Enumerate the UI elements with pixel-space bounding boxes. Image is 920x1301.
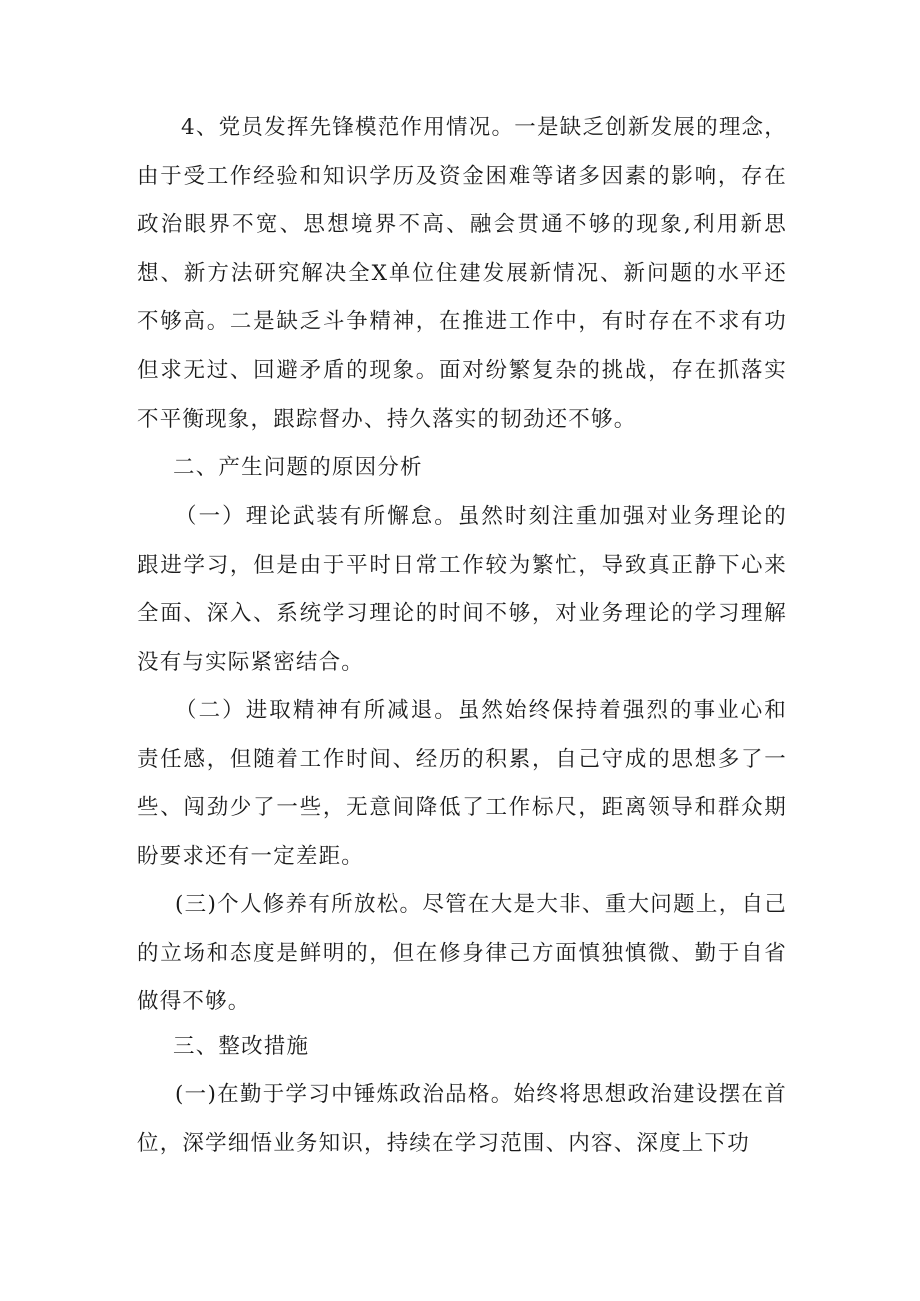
paragraph-enterprising-spirit: （二）进取精神有所减退。虽然始终保持着强烈的事业心和责任感，但随着工作时间、经历的积累，自己守成的思想多了一些、闯劲少了一些，无意间降低了工作标尺，距离领导和群众期盼要求还有一定差距。 [137,698,787,869]
section-heading-cause-analysis: 二、产生问题的原因分析 [173,455,423,480]
paragraph-theory-armament: （一）理论武装有所懈怠。虽然时刻注重加强对业务理论的跟进学习，但是由于平时日常工作较为繁忙，导致真正静下心来全面、深入、系统学习理论的时间不够，对业务理论的学习理解没有与实际紧密结合。 [137,504,787,675]
paragraph-study-political-character: (一)在勤于学习中锤炼政治品格。始终将思想政治建设摆在首位，深学细悟业务知识，持续在学习范围、内容、深度上下功 [137,1082,787,1156]
section-heading-rectification-measures: 三、整改措施 [173,1034,310,1059]
paragraph-personal-cultivation: (三)个人修养有所放松。尽管在大是大非、重大问题上，自己的立场和态度是鲜明的，但在修身律己方面慎独慎微、勤于自省做得不够。 [137,892,787,1015]
paragraph-party-member-role: 4、党员发挥先锋模范作用情况。一是缺乏创新发展的理念，由于受工作经验和知识学历及资金困难等诸多因素的影响，存在政治眼界不宽、思想境界不高、融会贯通不够的现象,利用新思想、新方法研究解决全X单位住建发展新情况、新问题的水平还不够高。二是缺乏斗争精神，在推进工作中，有时存在不求有功但求无过、回避矛盾的现象。面对纷繁复杂的挑战，存在抓落实不平衡现象，跟踪督办、持久落实的韧劲还不够。 [137,115,787,432]
